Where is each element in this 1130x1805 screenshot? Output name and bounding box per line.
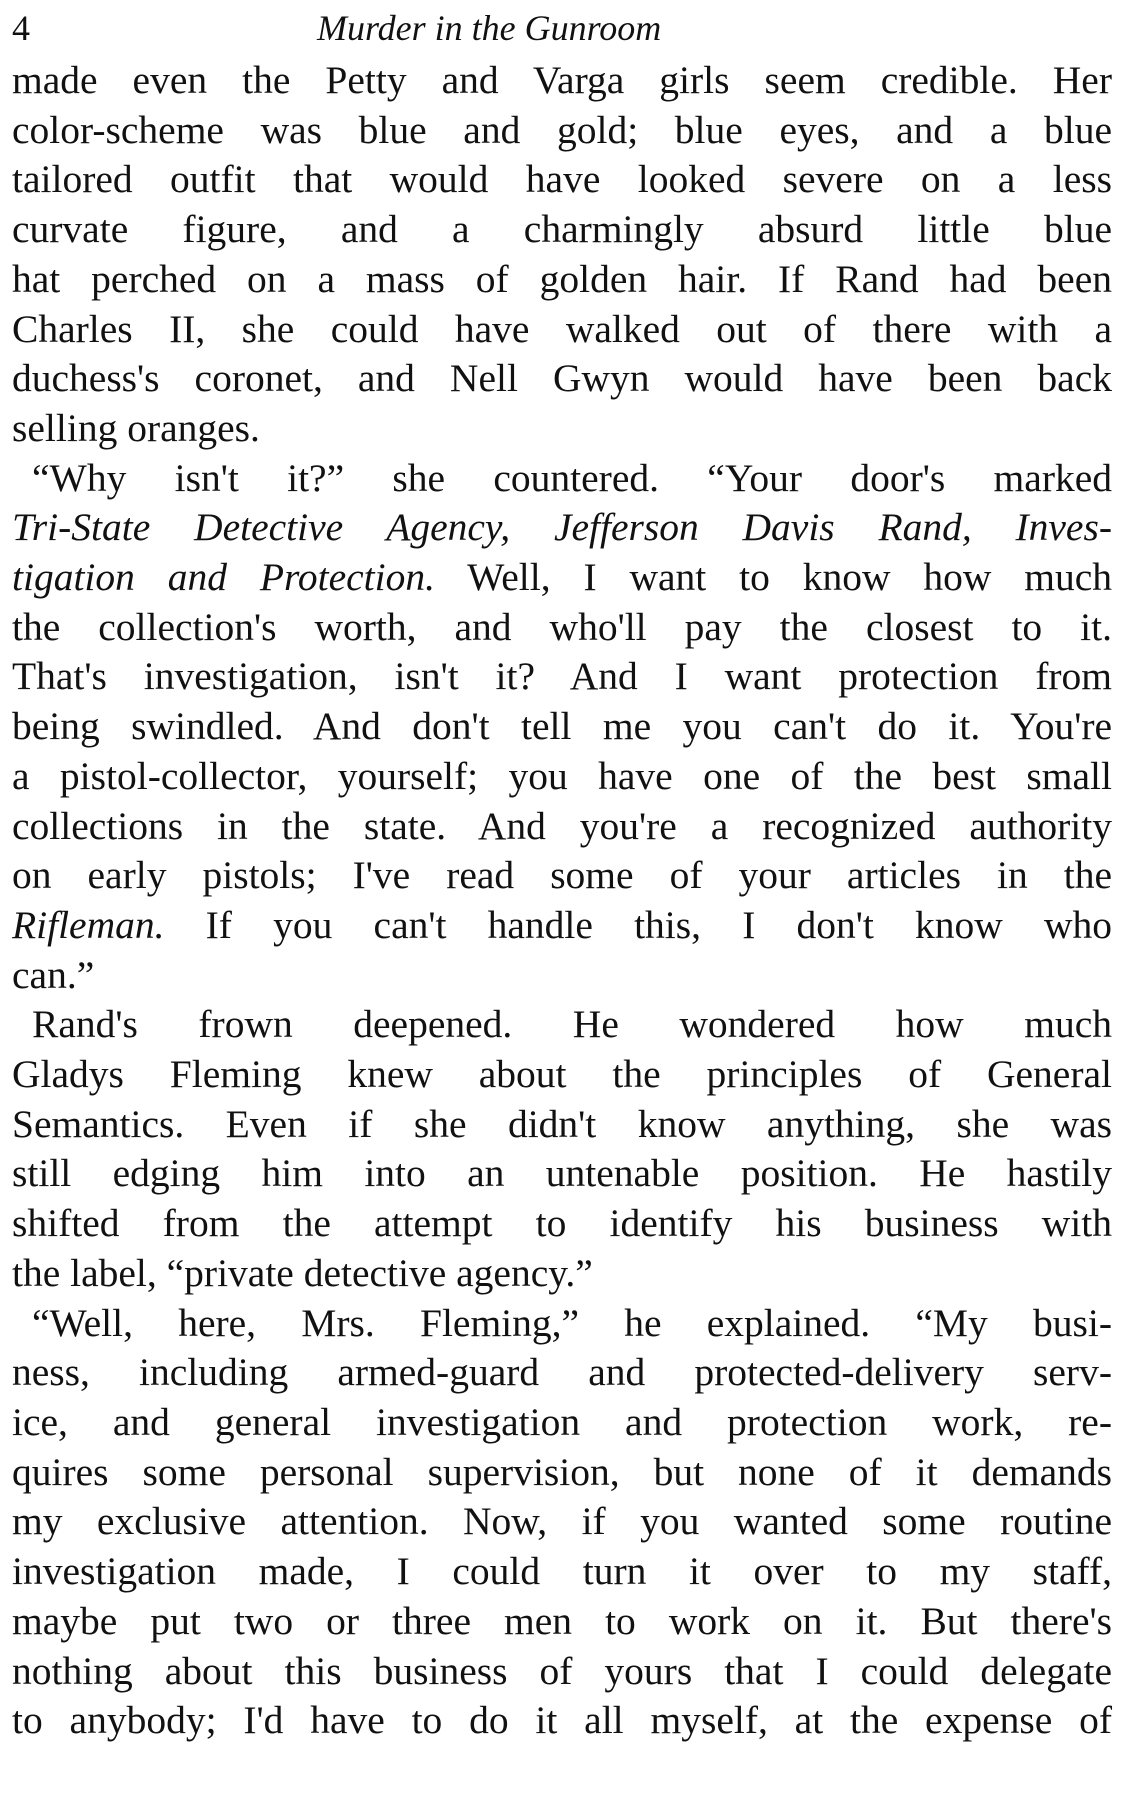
running-head: [12, 6, 1112, 52]
text-span-italic: Rifleman.: [12, 902, 165, 947]
text-line: Semantics. Even if she didn't know anything, she was: [12, 1101, 1112, 1146]
text-line: to anybody; I'd have to do it all myself, at the expense of: [12, 1698, 1112, 1743]
text-line: curvate figure, and a charmingly absurd little blue: [12, 207, 1112, 252]
text-line: on early pistols; I've read some of your articles in the: [12, 853, 1112, 898]
body-text: [12, 56, 1112, 1746]
text-line: [12, 553, 1112, 603]
text-line: collections in the state. And you're a recognized authority: [12, 803, 1112, 848]
text-line: can.”: [12, 952, 95, 997]
text-span: Well, I want to know how much: [435, 555, 1112, 600]
book-page: [12, 6, 1112, 1746]
text-line: being swindled. And don't tell me you can't do it. You're: [12, 704, 1112, 749]
text-line: nothing about this business of yours that I could delegate: [12, 1648, 1112, 1693]
book-title: Murder in the Gunroom: [317, 8, 662, 48]
text-line: That's investigation, isn't it? And I want protection from: [12, 654, 1112, 699]
text-line: still edging him into an untenable position. He hastily: [12, 1151, 1112, 1196]
text-line: Tri-State Detective Agency, Jefferson Davis Rand, Inves-: [12, 505, 1112, 550]
page-number: 4: [12, 8, 30, 48]
text-line: ness, including armed-guard and protected-delivery serv-: [12, 1350, 1112, 1395]
text-line: duchess's coronet, and Nell Gwyn would have been back: [12, 356, 1112, 401]
text-line: maybe put two or three men to work on it. But there's: [12, 1598, 1112, 1643]
text-span-italic: tigation and Protection.: [12, 555, 436, 600]
text-line: quires some personal supervision, but none of it demands: [12, 1449, 1112, 1494]
text-span: If you can't handle this, I don't know who: [164, 902, 1112, 947]
text-line: investigation made, I could turn it over to my staff,: [12, 1549, 1112, 1594]
text-line: color-scheme was blue and gold; blue eyes, and a blue: [12, 107, 1112, 152]
text-line: Rand's frown deepened. He wondered how much: [32, 1002, 1112, 1047]
text-line: the label, “private detective agency.”: [12, 1250, 593, 1295]
text-line: made even the Petty and Varga girls seem credible. Her: [12, 58, 1112, 102]
text-line: Gladys Fleming knew about the principles of General: [12, 1052, 1112, 1097]
text-line: my exclusive attention. Now, if you wanted some routine: [12, 1499, 1112, 1544]
text-line: Charles II, she could have walked out of there with a: [12, 306, 1112, 351]
text-line: tailored outfit that would have looked severe on a less: [12, 157, 1112, 202]
text-line: “Why isn't it?” she countered. “Your door's marked: [32, 455, 1112, 500]
text-line: the collection's worth, and who'll pay the closest to it.: [12, 604, 1112, 649]
text-line: [12, 901, 1112, 951]
text-line: ice, and general investigation and protection work, re-: [12, 1399, 1112, 1444]
text-line: “Well, here, Mrs. Fleming,” he explained. “My busi-: [32, 1300, 1112, 1345]
text-line: shifted from the attempt to identify his business with: [12, 1201, 1112, 1246]
text-line: selling oranges.: [12, 405, 260, 450]
text-line: a pistol-collector, yourself; you have one of the best small: [12, 753, 1112, 798]
text-line: hat perched on a mass of golden hair. If Rand had been: [12, 256, 1112, 301]
